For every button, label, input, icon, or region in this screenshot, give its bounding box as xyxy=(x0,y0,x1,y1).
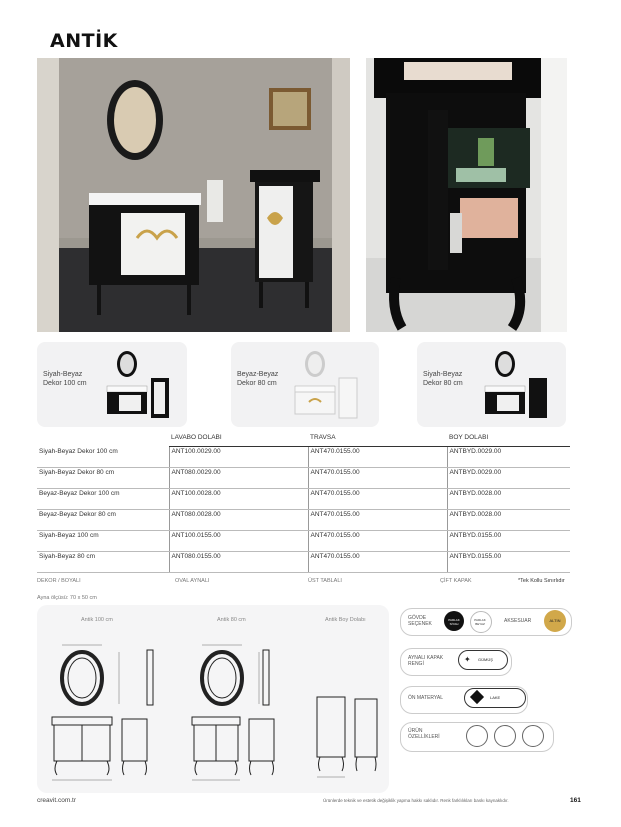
table-cell: ANTBYD.0155.00 xyxy=(447,531,570,552)
silver-option-label: GÜMÜŞ xyxy=(478,657,493,662)
table-row xyxy=(37,468,570,489)
table-cell: ANT100.0029.00 xyxy=(169,447,308,468)
table-cell: ANT470.0155.00 xyxy=(308,510,447,531)
table-cell: ANT100.0028.00 xyxy=(169,489,308,510)
table-note: ÜST TABLALI xyxy=(308,578,342,584)
card-label: Beyaz-Beyaz Dekor 80 cm xyxy=(237,371,279,387)
footer-disclaimer: Ürünlerde teknik ve estetik değişiklik yapma hakkı saklıdır. Renk farklılıkları baskı kaynaklıdır. xyxy=(323,798,509,803)
accessory-label: AKSESUAR xyxy=(504,618,532,624)
row-label: Siyah-Beyaz 80 cm xyxy=(37,552,169,573)
product-thumbnail xyxy=(483,346,561,424)
row-label: Siyah-Beyaz Dekor 100 cm xyxy=(37,447,169,468)
room-photo xyxy=(37,58,350,332)
table-cell: ANT470.0155.00 xyxy=(308,552,447,573)
black-swatch-label: PARLAK SİYAH xyxy=(448,618,460,626)
product-card-1[interactable] xyxy=(37,342,187,427)
table-row xyxy=(37,489,570,510)
table-cell: ANTBYD.0029.00 xyxy=(447,468,570,489)
white-swatch-label: PARLAK BEYAZ xyxy=(474,618,486,626)
table-cell: ANT470.0155.00 xyxy=(308,468,447,489)
table-note: ÇİFT KAPAK xyxy=(440,578,472,584)
table-note: OVAL AYNALI xyxy=(175,578,210,584)
drawing-label: Antik 100 cm xyxy=(81,617,113,623)
table-row xyxy=(37,447,570,468)
table-row xyxy=(37,510,570,531)
product-thumbnail xyxy=(105,346,183,424)
table-cell: ANTBYD.0155.00 xyxy=(447,552,570,573)
table-row xyxy=(37,531,570,552)
table-subnote: Ayna ölçüsü: 70 x 50 cm xyxy=(37,595,97,601)
table-cell: ANT100.0155.00 xyxy=(169,531,308,552)
table-cell: ANT470.0155.00 xyxy=(308,447,447,468)
row-label: Beyaz-Beyaz Dekor 100 cm xyxy=(37,489,169,510)
gold-swatch-label: ALTIN xyxy=(549,618,561,623)
page-title: ANTİK xyxy=(50,30,118,52)
cabinet-feature-icon xyxy=(522,725,544,747)
front-material-label: ÖN MATERYAL xyxy=(408,695,444,701)
table-cell: ANT470.0155.00 xyxy=(308,531,447,552)
footer-site[interactable]: creavit.com.tr xyxy=(37,797,77,804)
row-label: Siyah-Beyaz Dekor 80 cm xyxy=(37,468,169,489)
cabinet-photo xyxy=(366,58,567,332)
drawing-label: Antik Boy Dolabı xyxy=(325,617,366,623)
drawing-lines xyxy=(37,605,389,793)
table-header-row xyxy=(37,433,570,447)
column-header: BOY DOLABI xyxy=(447,433,570,447)
table-row xyxy=(37,552,570,573)
sparkle-icon: ✦ xyxy=(464,655,471,664)
row-label: Beyaz-Beyaz Dekor 80 cm xyxy=(37,510,169,531)
table-cell: ANT080.0029.00 xyxy=(169,468,308,489)
lacquer-option-label: LAKE xyxy=(490,695,501,700)
product-card-2[interactable] xyxy=(231,342,379,427)
soft-close-icon xyxy=(466,725,488,747)
mirror-label: AYNALI KAPAK RENGİ xyxy=(408,655,444,667)
body-option-label: GÖVDE SEÇENEK xyxy=(408,615,432,627)
drawing-label: Antik 80 cm xyxy=(217,617,246,623)
product-features-label: ÜRÜN ÖZELLİKLERİ xyxy=(408,728,440,740)
table-cell: ANTBYD.0028.00 xyxy=(447,510,570,531)
product-code-table xyxy=(37,433,570,573)
table-cell: ANT080.0028.00 xyxy=(169,510,308,531)
table-cell: ANT470.0155.00 xyxy=(308,489,447,510)
table-cell: ANTBYD.0028.00 xyxy=(447,489,570,510)
table-note: *Tek Kollu Sınırlıdır xyxy=(518,578,565,584)
water-resistant-icon xyxy=(494,725,516,747)
table-note: DEKOR / BOYALI xyxy=(37,578,81,584)
column-header: LAVABO DOLABI xyxy=(169,433,308,447)
table-cell: ANT080.0155.00 xyxy=(169,552,308,573)
column-header: TRAVSA xyxy=(308,433,447,447)
table-cell: ANTBYD.0029.00 xyxy=(447,447,570,468)
features-panel xyxy=(400,606,570,792)
product-thumbnail xyxy=(293,346,371,424)
product-card-3[interactable] xyxy=(417,342,566,427)
card-label: Siyah-Beyaz Dekor 80 cm xyxy=(423,371,463,387)
page-number: 161 xyxy=(570,797,581,804)
row-label: Siyah-Beyaz 100 cm xyxy=(37,531,169,552)
technical-drawings xyxy=(37,605,389,793)
card-label: Siyah-Beyaz Dekor 100 cm xyxy=(43,371,87,387)
